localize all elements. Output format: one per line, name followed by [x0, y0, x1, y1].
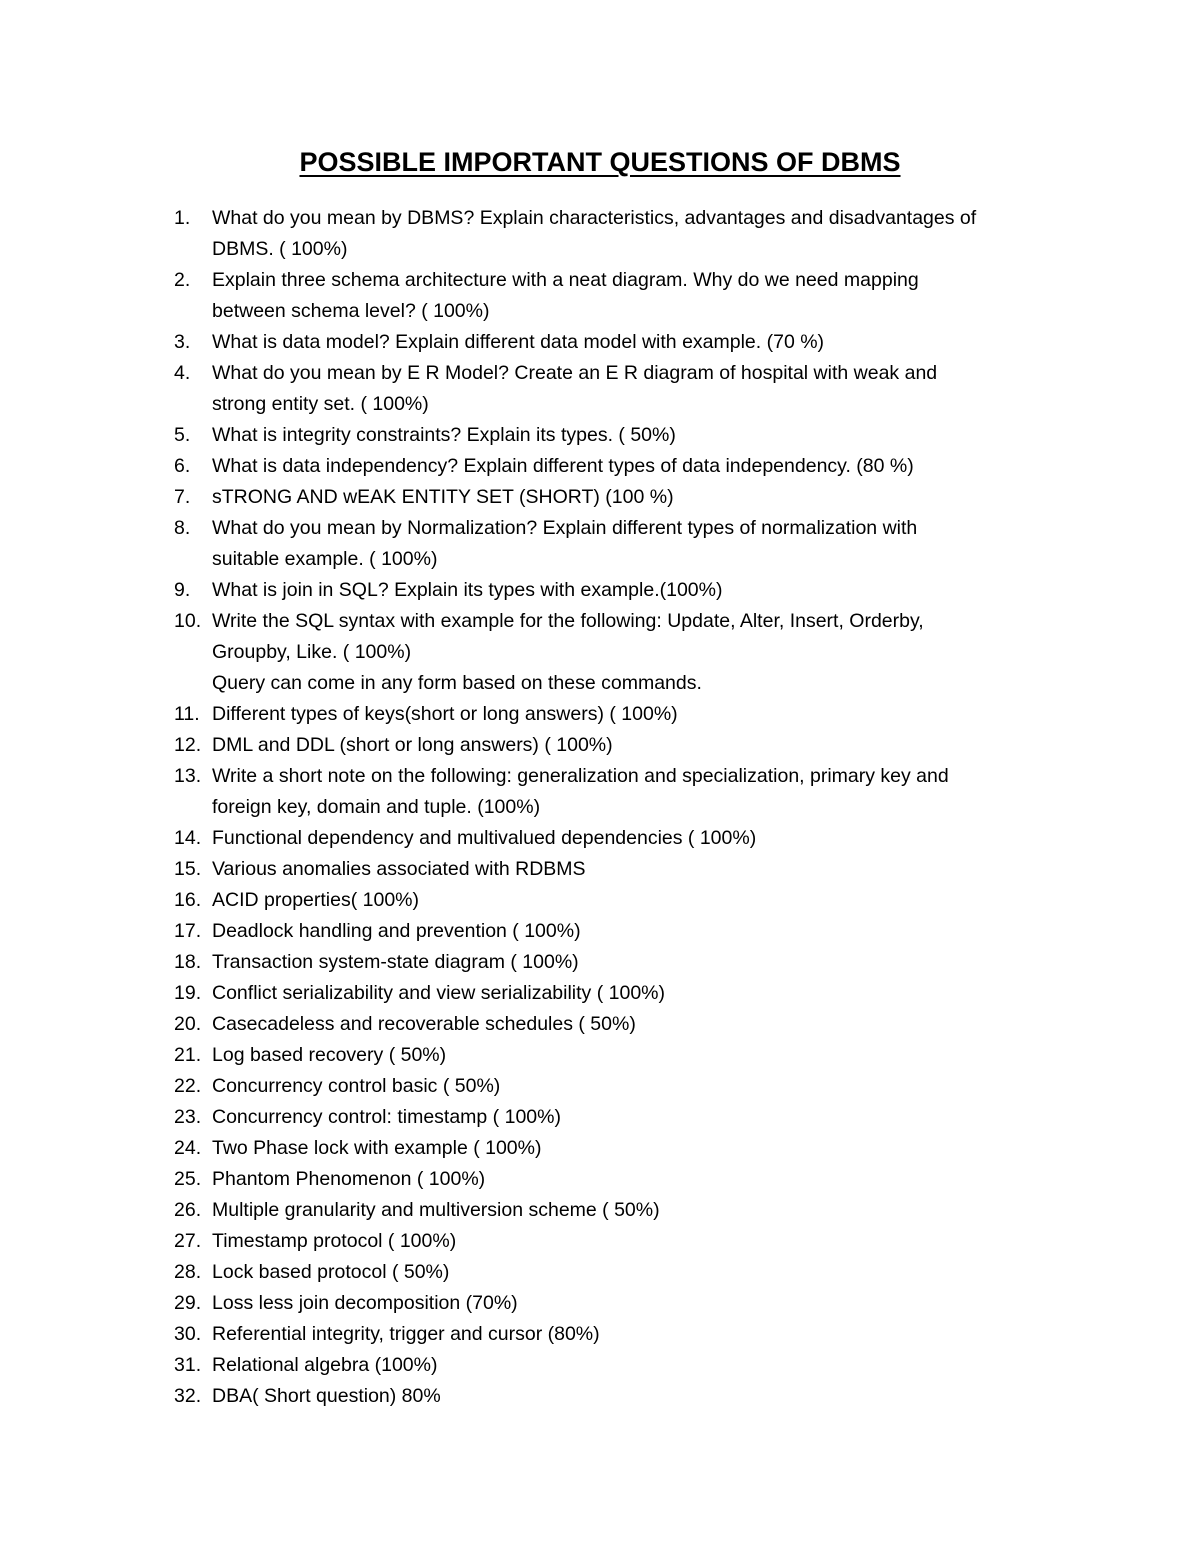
question-text — [212, 730, 1074, 761]
question-item — [174, 420, 1074, 451]
question-number: 6. — [174, 455, 191, 477]
question-text-line: Casecadeless and recoverable schedules ( 50%) — [212, 1013, 636, 1035]
question-text-line: What is data independency? Explain different types of data independency. (80 %) — [212, 455, 914, 477]
question-text — [212, 606, 1074, 699]
question-item — [174, 513, 1074, 575]
question-number: 20. — [174, 1013, 202, 1035]
page-title: POSSIBLE IMPORTANT QUESTIONS OF DBMS — [299, 147, 901, 177]
question-item — [174, 327, 1074, 358]
question-item — [174, 1040, 1074, 1071]
question-number: 18. — [174, 951, 202, 973]
question-text-line: Write the SQL syntax with example for the following: Update, Alter, Insert, Orderby, — [212, 610, 924, 632]
question-item — [174, 1102, 1074, 1133]
question-text — [212, 1257, 1074, 1288]
question-text-line: Concurrency control: timestamp ( 100%) — [212, 1106, 561, 1128]
question-number: 30. — [174, 1323, 202, 1345]
question-item — [174, 265, 1074, 327]
question-text-line: Relational algebra (100%) — [212, 1354, 438, 1376]
question-text — [212, 1164, 1074, 1195]
question-text-line: Timestamp protocol ( 100%) — [212, 1230, 457, 1252]
question-text-line: between schema level? ( 100%) — [212, 300, 490, 322]
question-text-line: Log based recovery ( 50%) — [212, 1044, 447, 1066]
question-text-line: What is integrity constraints? Explain its types. ( 50%) — [212, 424, 676, 446]
question-item — [174, 203, 1074, 265]
question-number: 24. — [174, 1137, 202, 1159]
question-number: 10. — [174, 610, 202, 632]
question-item — [174, 1257, 1074, 1288]
question-number: 22. — [174, 1075, 202, 1097]
question-item — [174, 575, 1074, 606]
question-text — [212, 203, 1074, 265]
question-text-line: Groupby, Like. ( 100%) — [212, 641, 412, 663]
question-text-line: foreign key, domain and tuple. (100%) — [212, 796, 541, 818]
question-item — [174, 730, 1074, 761]
question-text — [212, 1319, 1074, 1350]
question-number: 11. — [174, 703, 200, 725]
question-text — [212, 1071, 1074, 1102]
question-text — [212, 575, 1074, 606]
question-text — [212, 1381, 1074, 1412]
question-number: 12. — [174, 734, 202, 756]
question-text — [212, 823, 1074, 854]
question-text-line: Transaction system-state diagram ( 100%) — [212, 951, 579, 973]
question-number: 25. — [174, 1168, 202, 1190]
question-text — [212, 1350, 1074, 1381]
question-item — [174, 947, 1074, 978]
question-text — [212, 358, 1074, 420]
question-item — [174, 1350, 1074, 1381]
question-text-line: Two Phase lock with example ( 100%) — [212, 1137, 542, 1159]
question-item — [174, 1226, 1074, 1257]
question-item — [174, 1319, 1074, 1350]
question-item — [174, 1071, 1074, 1102]
question-number: 9. — [174, 579, 191, 601]
question-text-line: What is data model? Explain different data model with example. (70 %) — [212, 331, 825, 353]
question-item — [174, 823, 1074, 854]
question-item — [174, 1288, 1074, 1319]
question-item — [174, 1381, 1074, 1412]
question-item — [174, 761, 1074, 823]
question-text — [212, 513, 1074, 575]
question-text — [212, 1133, 1074, 1164]
question-text — [212, 451, 1074, 482]
question-item — [174, 606, 1074, 699]
question-item — [174, 1164, 1074, 1195]
question-number: 26. — [174, 1199, 202, 1221]
question-number: 32. — [174, 1385, 202, 1407]
question-text-line: What do you mean by E R Model? Create an E R diagram of hospital with weak and — [212, 362, 938, 384]
question-item — [174, 482, 1074, 513]
question-number: 2. — [174, 269, 191, 291]
question-number: 29. — [174, 1292, 202, 1314]
question-item — [174, 1195, 1074, 1226]
question-text-line: Deadlock handling and prevention ( 100%) — [212, 920, 581, 942]
question-item — [174, 1133, 1074, 1164]
question-item — [174, 358, 1074, 420]
question-number: 21. — [174, 1044, 202, 1066]
question-number: 4. — [174, 362, 191, 384]
question-number: 8. — [174, 517, 191, 539]
question-text-line: suitable example. ( 100%) — [212, 548, 438, 570]
question-item — [174, 699, 1074, 730]
question-number: 1. — [174, 207, 191, 229]
question-text — [212, 916, 1074, 947]
question-text-line: sTRONG AND wEAK ENTITY SET (SHORT) (100 %) — [212, 486, 674, 508]
question-text-line: Conflict serializability and view serializability ( 100%) — [212, 982, 666, 1004]
question-item — [174, 885, 1074, 916]
question-text-line: Concurrency control basic ( 50%) — [212, 1075, 501, 1097]
question-number: 7. — [174, 486, 191, 508]
question-text-line: Write a short note on the following: generalization and specialization, primary key and — [212, 765, 949, 787]
question-text-line: Explain three schema architecture with a neat diagram. Why do we need mapping — [212, 269, 919, 291]
question-number: 16. — [174, 889, 202, 911]
question-item — [174, 1009, 1074, 1040]
question-text-line: Functional dependency and multivalued dependencies ( 100%) — [212, 827, 757, 849]
question-text-line: DML and DDL (short or long answers) ( 100%) — [212, 734, 613, 756]
question-number: 28. — [174, 1261, 202, 1283]
question-text — [212, 885, 1074, 916]
question-text — [212, 482, 1074, 513]
question-text-line: ACID properties( 100%) — [212, 889, 419, 911]
question-number: 17. — [174, 920, 202, 942]
question-text — [212, 1195, 1074, 1226]
question-number: 23. — [174, 1106, 202, 1128]
question-text-line: Loss less join decomposition (70%) — [212, 1292, 518, 1314]
question-list — [174, 203, 1074, 1412]
question-text — [212, 1009, 1074, 1040]
question-text-line: DBA( Short question) 80% — [212, 1385, 441, 1407]
question-text-line: What do you mean by Normalization? Explain different types of normalization with — [212, 517, 918, 539]
question-item — [174, 916, 1074, 947]
question-number: 5. — [174, 424, 191, 446]
question-text — [212, 265, 1074, 327]
question-text-line: What is join in SQL? Explain its types with example.(100%) — [212, 579, 723, 601]
question-text-line: Multiple granularity and multiversion scheme ( 50%) — [212, 1199, 660, 1221]
question-text-line: Various anomalies associated with RDBMS — [212, 858, 586, 880]
question-text — [212, 1226, 1074, 1257]
question-number: 3. — [174, 331, 191, 353]
question-number: 15. — [174, 858, 202, 880]
question-text-line: Different types of keys(short or long answers) ( 100%) — [212, 703, 678, 725]
question-item — [174, 854, 1074, 885]
question-text — [212, 1102, 1074, 1133]
question-text — [212, 854, 1074, 885]
question-text-line: Phantom Phenomenon ( 100%) — [212, 1168, 486, 1190]
question-item — [174, 978, 1074, 1009]
question-number: 31. — [174, 1354, 202, 1376]
question-number: 13. — [174, 765, 202, 787]
question-text — [212, 699, 1074, 730]
question-number: 19. — [174, 982, 202, 1004]
question-text — [212, 1288, 1074, 1319]
question-text-line: Referential integrity, trigger and cursor (80%) — [212, 1323, 600, 1345]
question-text — [212, 327, 1074, 358]
question-number: 27. — [174, 1230, 202, 1252]
question-item — [174, 451, 1074, 482]
question-number: 14. — [174, 827, 202, 849]
question-text — [212, 420, 1074, 451]
question-text-line: strong entity set. ( 100%) — [212, 393, 429, 415]
question-text-line: What do you mean by DBMS? Explain characteristics, advantages and disadvantages of — [212, 207, 977, 229]
question-text — [212, 947, 1074, 978]
question-text — [212, 978, 1074, 1009]
question-text — [212, 1040, 1074, 1071]
question-text — [212, 761, 1074, 823]
question-text-line: Query can come in any form based on these commands. — [212, 672, 702, 694]
question-text-line: Lock based protocol ( 50%) — [212, 1261, 450, 1283]
question-text-line: DBMS. ( 100%) — [212, 238, 348, 260]
